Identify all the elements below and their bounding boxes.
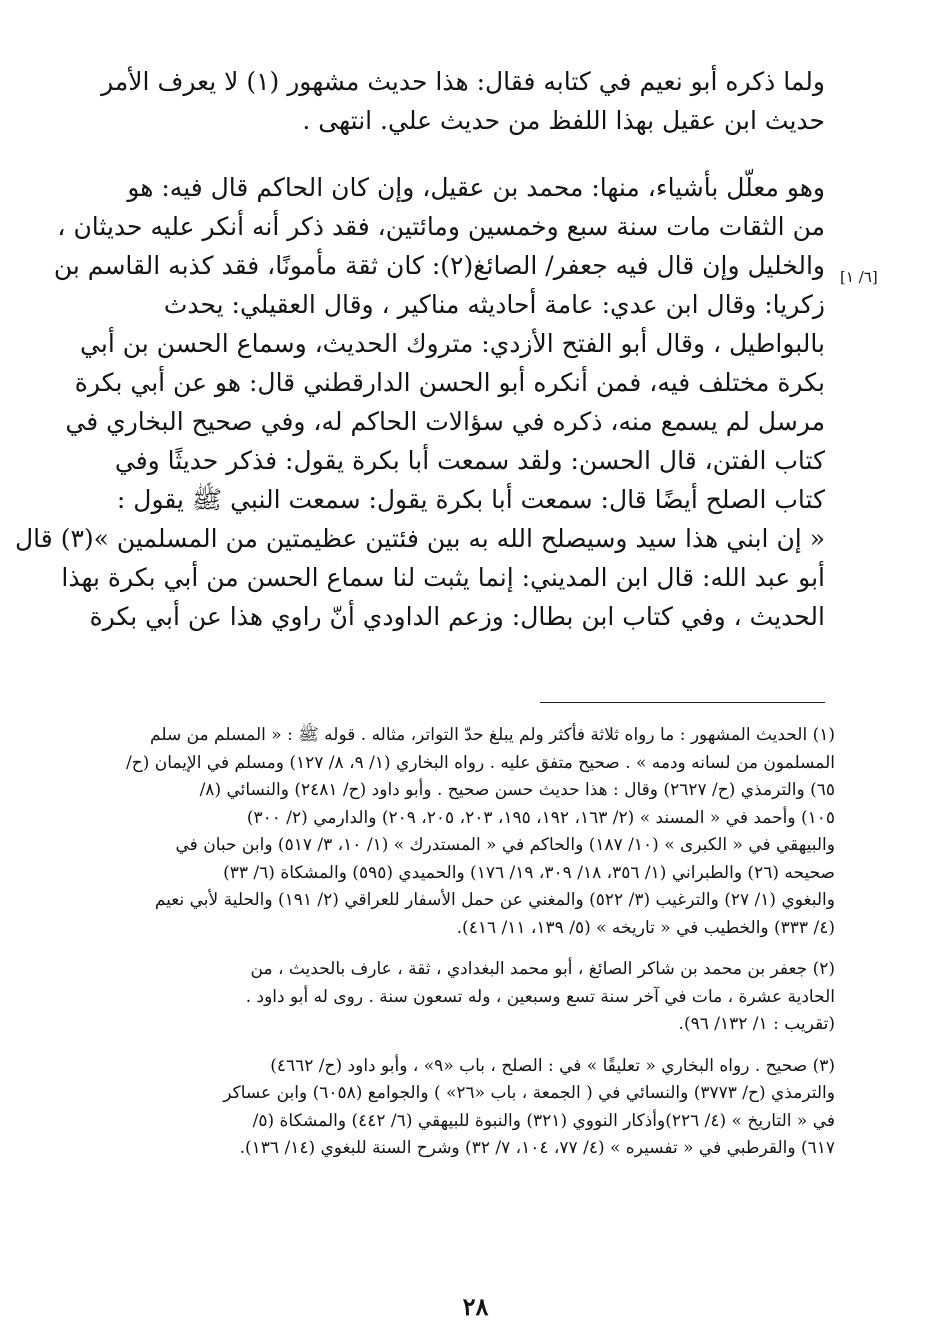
text-line: والخليل وإن قال فيه جعفر/ الصائغ(٢): كان ثقة مأمونًا، فقد كذبه القاسم بن <box>53 251 825 280</box>
paragraph-2 <box>15 168 825 636</box>
footnote-line: (٣) صحيح . رواه البخاري « تعليقًا » في : الصلح ، باب «٩» ، وأبو داود (ح/ ٤٦٦٢) <box>270 1055 835 1076</box>
footnote-line: (٢) جعفر بن محمد بن شاكر الصائغ ، أبو محمد البغدادي ، ثقة ، عارف بالحديث ، من <box>250 959 835 979</box>
margin-reference: [٦/ ١] <box>840 268 878 286</box>
text-line: زكريا: وقال ابن عدي: عامة أحاديثه مناكير ، وقال العقيلي: يحدث <box>163 290 825 319</box>
text-line: أبو عبد الله: قال ابن المديني: إنما يثبت لنا سماع الحسن من أبي بكرة بهذا <box>61 563 825 592</box>
footnote-line: في « التاريخ » (٤/ ٢٢٦)وأذكار النووي (٣٢١) والنبوة للبيهقي (٦/ ٤٤٢) والمشكاة (٥/ <box>252 1110 835 1131</box>
footnote-line: الحادية عشرة ، مات في آخر سنة تسع وسبعين ، وله تسعون سنة . روى له أبو داود . <box>245 986 835 1007</box>
text-line: ولما ذكره أبو نعيم في كتابه فقال: هذا حديث مشهور (١) لا يعرف الأمر <box>101 67 825 96</box>
footnote-line: ٦٥) والترمذي (ح/ ٢٦٢٧) وقال : هذا حديث حسن صحيح . وأبو داود (ح/ ٢٤٨١) والنسائي (٨/ <box>199 780 835 800</box>
footnote-line: ١٠٥) وأحمد في « المسند » (٢/ ١٦٣، ١٩٢، ١٩٥، ٢٠٣، ٢٠٥، ٢٠٩) والدارمي (٢/ ٣٠٠) <box>246 807 835 828</box>
text-line: حديث ابن عقيل بهذا اللفظ من حديث علي. انتهى . <box>302 106 825 135</box>
footnote-line: والبغوي (١/ ٢٧) والترغيب (٣/ ٥٢٢) والمغني عن حمل الأسفار للعراقي (٢/ ١٩١) والحلية لأبي نعيم <box>154 890 835 910</box>
footnote-line: صحيحه (٢٦) والطبراني (١/ ٣٥٦، ١٨/ ٣٠٩، ١٩/ ١٧٦) والحميدي (٥٩٥) والمشكاة (٦/ ٣٣) <box>223 862 835 883</box>
page-number: ٢٨ <box>462 1292 489 1321</box>
footnote-divider <box>540 702 825 703</box>
footnote-line: والترمذي (ح/ ٣٧٧٣) والنسائي في ( الجمعة ، باب «٢٦» ) والجوامع (٦٠٥٨) وابن عساكر <box>223 1083 835 1103</box>
text-line: مرسل لم يسمع منه، ذكره في سؤالات الحاكم له، وفي صحيح البخاري في <box>65 407 825 436</box>
footnote-line: (١) الحديث المشهور : ما رواه ثلاثة فأكثر ولم يبلغ حدّ التواتر، مثاله . قوله ﷺ : « المسلم من سلم <box>150 725 835 745</box>
footnotes <box>95 722 835 1163</box>
text-line: من الثقات مات سنة سبع وخمسين ومائتين، فقد ذكر أنه أنكر عليه حديثان ، <box>57 212 825 241</box>
text-line: بالبواطيل ، وقال أبو الفتح الأزدي: متروك الحديث، وسماع الحسن بن أبي <box>80 329 825 358</box>
text-line: كتاب الفتن، قال الحسن: ولقد سمعت أبا بكرة يقول: فذكر حديثًا وفي <box>114 446 825 475</box>
footnote-1 <box>95 722 835 942</box>
text-line: بكرة مختلف فيه، فمن أنكره أبو الحسن الدارقطني قال: هو عن أبي بكرة <box>74 368 825 397</box>
text-line: الحديث ، وفي كتاب ابن بطال: وزعم الداودي أنّ راوي هذا عن أبي بكرة <box>89 602 825 631</box>
text-line: كتاب الصلح أيضًا قال: سمعت أبا بكرة يقول: سمعت النبي ﷺ يقول : <box>116 485 825 514</box>
main-text <box>15 62 825 636</box>
footnote-line: والبيهقي في « الكبرى » (١٠/ ١٨٧) والحاكم في « المستدرك » (١/ ١٠، ٣/ ٥١٧) وابن حبان في <box>175 835 835 855</box>
text-line: « إن ابني هذا سيد وسيصلح الله به بين فئتين عظيمتين من المسلمين »(٣) قال <box>15 524 825 553</box>
paragraph-1 <box>80 62 825 140</box>
footnote-line: المسلمون من لسانه ودمه » . صحيح متفق عليه . رواه البخاري (١/ ٩، ٨/ ١٢٧) ومسلم في الإيمان (ح/ <box>126 752 835 773</box>
footnote-3 <box>95 1053 835 1163</box>
footnote-line: ٦١٧) والقرطبي في « تفسيره » (٤/ ٧٧، ١٠٤، ٧/ ٣٢) وشرح السنة للبغوي (١٤/ ١٣٦). <box>239 1138 835 1158</box>
text-line: وهو معلّل بأشياء، منها: محمد بن عقيل، وإن كان الحاكم قال فيه: هو <box>127 173 825 202</box>
footnote-line: (تقريب : ١/ ١٣٢/ ٩٦). <box>678 1014 835 1034</box>
footnote-2 <box>95 956 835 1039</box>
footnote-line: (٤/ ٣٣٣) والخطيب في « تاريخه » (٥/ ١٣٩، ١١/ ٤١٦). <box>456 917 835 938</box>
